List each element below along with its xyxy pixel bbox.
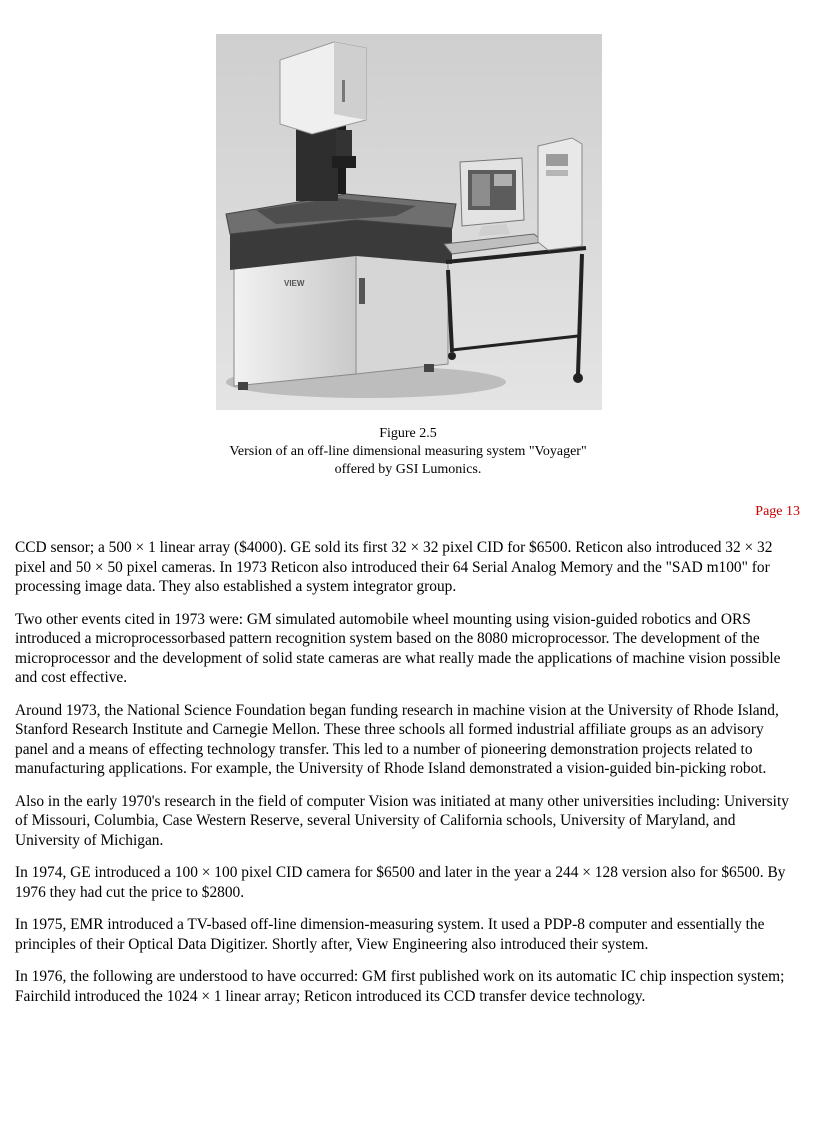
paragraph: CCD sensor; a 500 × 1 linear array ($4000). GE sold its first 32 × 32 pixel CID for $6500. Reticon also introduced 32 × 32 pixel and 50 × 50 pixel cameras. In 1973 Reticon also introduced their 64 Serial Analog Memory and the "SAD m100" for processing image data. They also established a system integrator group. <box>15 539 773 595</box>
paragraph: In 1976, the following are understood to have occurred: GM first published work on its automatic IC chip inspection system; Fairchild introduced the 1024 × 1 linear array; Reticon introduced its CCD transfer device technology. <box>15 968 785 1005</box>
figure-number: Figure 2.5 <box>379 426 437 441</box>
paragraph: Also in the early 1970's research in the field of computer Vision was initiated at many other universities including: University of Missouri, Columbia, Case Western Reserve, several University of California schools, University of Maryland, and University of Michigan. <box>15 792 789 849</box>
page-number-label: Page 13 <box>755 504 800 519</box>
paragraph: Around 1973, the National Science Foundation began funding research in machine vision at the University of Rhode Island, Stanford Research Institute and Carnegie Mellon. These three schools all formed industrial affiliate groups as an advisory panel and a means of effecting technology transfer. This led to a number of pioneering demonstration projects related to manufacturing applications. For example, the University of Rhode Island demonstrated a vision-guided bin-picking robot. <box>15 701 779 777</box>
figure-photo <box>216 34 602 410</box>
paragraph: In 1975, EMR introduced a TV-based off-line dimension-measuring system. It used a PDP-8 computer and essentially the principles of their Optical Data Digitizer. Shortly after, View Engineering also introduced their system. <box>15 916 765 953</box>
caption-line-2: offered by GSI Lumonics. <box>334 462 482 477</box>
figure-caption <box>0 425 816 479</box>
paragraph: Two other events cited in 1973 were: GM simulated automobile wheel mounting using vision-guided robotics and ORS introduced a microprocessorbased pattern recognition system based on the 8080 microprocessor. The development of the microprocessor and the development of solid state cameras are what really made the applications of machine vision possible and cost effective. <box>15 610 781 686</box>
machine-brand-label: VIEW <box>284 279 305 288</box>
caption-line-1: Version of an off-line dimensional measuring system "Voyager" <box>229 444 587 459</box>
body-text <box>15 538 800 1019</box>
paragraph: In 1974, GE introduced a 100 × 100 pixel CID camera for $6500 and later in the year a 244 × 128 version also for $6500. By 1976 they had cut the price to $2800. <box>15 864 786 901</box>
measuring-system-illustration <box>216 34 602 410</box>
